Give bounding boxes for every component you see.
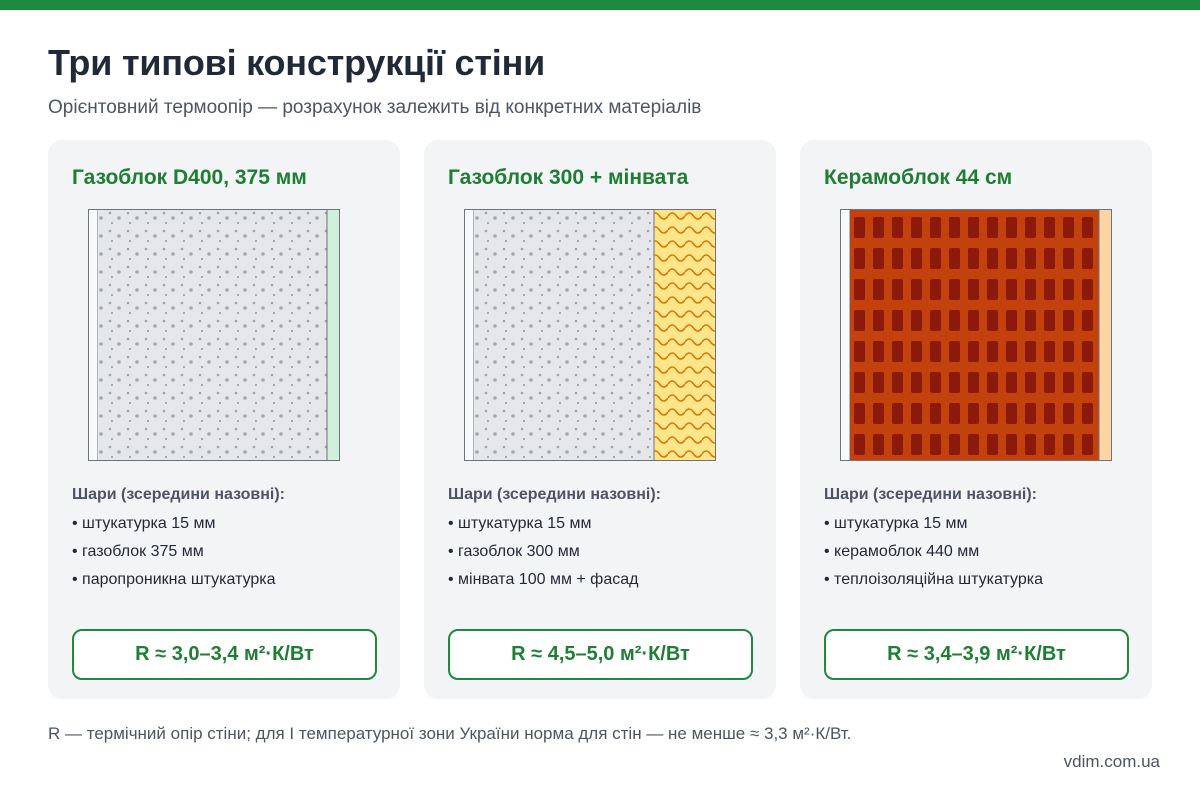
layer-list <box>72 514 276 598</box>
inner-plaster-layer <box>840 209 850 461</box>
wall-card-ceramic-block <box>800 140 1152 699</box>
layer-item: • керамоблок 440 мм <box>824 542 1043 570</box>
layer-item: • мінвата 100 мм + фасад <box>448 570 638 598</box>
wall-section-diagram-aerated-block-mineral-wool <box>464 209 716 461</box>
layer-item: • штукатурка 15 мм <box>824 514 1043 542</box>
layer-item: • штукатурка 15 мм <box>448 514 638 542</box>
card-title: Газоблок D400, 375 мм <box>72 166 307 189</box>
layers-heading: Шари (зсередини назовні): <box>824 486 1038 503</box>
inner-plaster-layer <box>464 209 474 461</box>
thermal-insulating-plaster-layer <box>1099 209 1112 461</box>
card-title: Газоблок 300 + мінвата <box>448 166 689 189</box>
layers-heading: Шари (зсередини назовні): <box>448 486 662 503</box>
layer-item: • теплоізоляційна штукатурка <box>824 570 1043 598</box>
thermal-resistance-badge: R ≈ 3,0–3,4 м²·К/Вт <box>72 629 377 680</box>
page-subtitle: Орієнтовний термоопір — розрахунок залежить від конкретних матеріалів <box>48 97 702 118</box>
wall-card-aerated-block-mineral-wool <box>424 140 776 699</box>
inner-plaster-layer <box>88 209 98 461</box>
wall-card-aerated-block <box>48 140 400 699</box>
top-accent-bar <box>0 0 1200 10</box>
layer-list <box>824 514 1043 598</box>
thermal-resistance-badge: R ≈ 3,4–3,9 м²·К/Вт <box>824 629 1129 680</box>
source-credit: vdim.com.ua <box>1063 752 1160 771</box>
layer-item: • газоблок 300 мм <box>448 542 638 570</box>
wall-section-diagram-aerated-block <box>88 209 340 461</box>
layer-item: • штукатурка 15 мм <box>72 514 276 542</box>
footnote: R — термічний опір стіни; для I температурної зони України норма для стін — не менше ≈ 3,3 м²·К/Вт. <box>48 724 852 743</box>
card-title: Керамоблок 44 см <box>824 166 1013 189</box>
layer-list <box>448 514 638 598</box>
layers-heading: Шари (зсередини назовні): <box>72 486 286 503</box>
layer-item: • паропроникна штукатурка <box>72 570 276 598</box>
wall-section-diagram-ceramic-block <box>840 209 1112 461</box>
thermal-resistance-badge: R ≈ 4,5–5,0 м²·К/Вт <box>448 629 753 680</box>
layer-item: • газоблок 375 мм <box>72 542 276 570</box>
vapor-permeable-plaster-layer <box>327 209 340 461</box>
page-title: Три типові конструкції стіни <box>48 42 546 83</box>
